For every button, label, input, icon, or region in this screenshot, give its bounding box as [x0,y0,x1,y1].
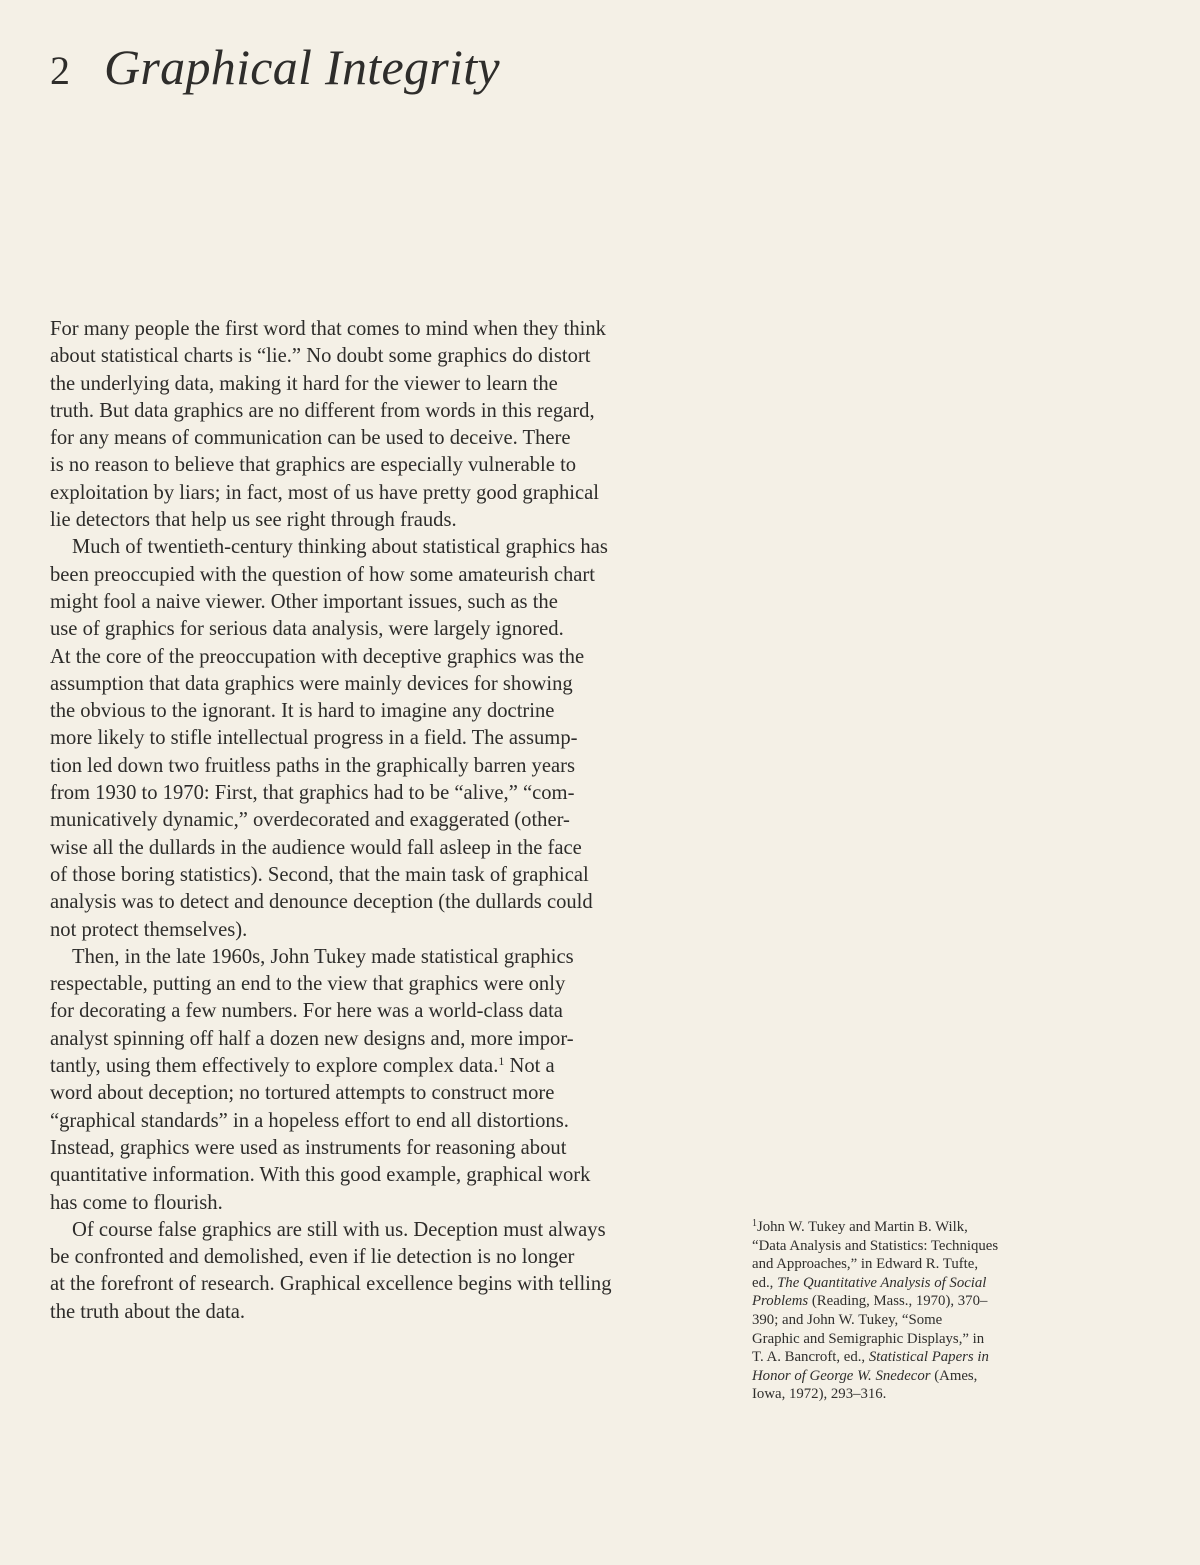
text-line: analyst spinning off half a dozen new designs and, more impor- [50,1027,574,1050]
book-title: The Quantitative Analysis of Social [777,1274,987,1291]
chapter-number: 2 [50,48,70,93]
paragraph-4 [50,1217,710,1326]
text-line: use of graphics for serious data analysis, were largely ignored. [50,618,564,641]
footnote-line [752,1348,1072,1367]
body-text [50,316,710,1326]
text-line: of those boring statistics). Second, that the main task of graphical [50,863,589,886]
text-line: not protect themselves). [50,918,248,941]
footnote-line: “Data Analysis and Statistics: Techniques [752,1237,999,1254]
text-line: for decorating a few numbers. For here was a world-class data [50,1000,563,1023]
text-fragment: (Ames, [930,1367,978,1384]
text-line: respectable, putting an end to the view that graphics were only [50,973,566,996]
text-line-with-footnote-ref [50,1053,710,1080]
text-line: assumption that data graphics were mainly devices for showing [50,672,573,695]
text-line: for any means of communication can be used to deceive. There [50,427,571,450]
footnote-line: and Approaches,” in Edward R. Tufte, [752,1256,979,1273]
footnote-line: 390; and John W. Tukey, “Some [752,1311,943,1328]
text-line: be confronted and demolished, even if lie detection is no longer [50,1246,575,1269]
text-fragment: John W. Tukey and Martin B. Wilk, [757,1219,968,1235]
chapter-heading [50,38,500,96]
text-line: tion led down two fruitless paths in the graphically barren years [50,754,575,777]
book-title: Problems [752,1293,809,1310]
footnote-line: Iowa, 1972), 293–316. [752,1386,887,1403]
text-line: At the core of the preoccupation with deceptive graphics was the [50,645,585,668]
text-line: the underlying data, making it hard for the viewer to learn the [50,372,558,395]
text-line: Of course false graphics are still with us. Deception must always [72,1218,606,1241]
footnote-line [752,1367,1072,1386]
text-line: Instead, graphics were used as instruments for reasoning about [50,1136,567,1159]
paragraph-3 [50,944,710,1217]
text-line: been preoccupied with the question of how some amateurish chart [50,563,595,586]
text-line: from 1930 to 1970: First, that graphics had to be “alive,” “com- [50,782,575,805]
chapter-title: Graphical Integrity [104,39,500,95]
book-title: Honor of George W. Snedecor [752,1367,931,1384]
text-line: For many people the first word that comes to mind when they think [50,318,606,340]
text-line: the obvious to the ignorant. It is hard to imagine any doctrine [50,700,555,723]
paragraph-1 [50,316,710,534]
text-line: Then, in the late 1960s, John Tukey made statistical graphics [72,945,574,968]
footnote-line [752,1292,1072,1311]
text-line: has come to flourish. [50,1191,223,1214]
text-line: at the forefront of research. Graphical excellence begins with telling [50,1273,612,1296]
book-title: Statistical Papers in [868,1349,989,1366]
text-line: wise all the dullards in the audience would fall asleep in the face [50,836,582,859]
text-line: the truth about the data. [50,1300,246,1323]
footnote-line [752,1218,1072,1237]
text-fragment: ed., [752,1274,778,1291]
footnote-reference[interactable]: 1 [498,1054,505,1069]
text-line: word about deception; no tortured attempts to construct more [50,1082,555,1105]
text-line: exploitation by liars; in fact, most of us have pretty good graphical [50,481,600,504]
footnote-mark: 1 [752,1218,757,1229]
text-fragment: T. A. Bancroft, ed., [752,1349,869,1366]
text-fragment: (Reading, Mass., 1970), 370– [808,1293,988,1310]
text-line: lie detectors that help us see right through frauds. [50,509,457,532]
text-line: might fool a naive viewer. Other important issues, such as the [50,590,558,613]
text-line: is no reason to believe that graphics are especially vulnerable to [50,454,577,477]
text-line: truth. But data graphics are no different from words in this regard, [50,399,595,422]
footnote-line: Graphic and Semigraphic Displays,” in [752,1330,985,1347]
text-line: analysis was to detect and denounce deception (the dullards could [50,891,593,914]
text-line: quantitative information. With this good example, graphical work [50,1164,591,1187]
text-fragment: tantly, using them effectively to explore complex data. [50,1055,499,1078]
footnote-sidenote [752,1218,1072,1404]
text-line: about statistical charts is “lie.” No doubt some graphics do distort [50,345,591,368]
paragraph-2 [50,534,710,943]
text-line: more likely to stifle intellectual progress in a field. The assump- [50,727,578,750]
footnote-line [752,1274,1072,1293]
text-line: municatively dynamic,” overdecorated and exaggerated (other- [50,809,570,832]
text-fragment: Not a [504,1055,555,1078]
text-line: Much of twentieth-century thinking about statistical graphics has [72,536,608,559]
text-line: “graphical standards” in a hopeless effort to end all distortions. [50,1109,569,1132]
